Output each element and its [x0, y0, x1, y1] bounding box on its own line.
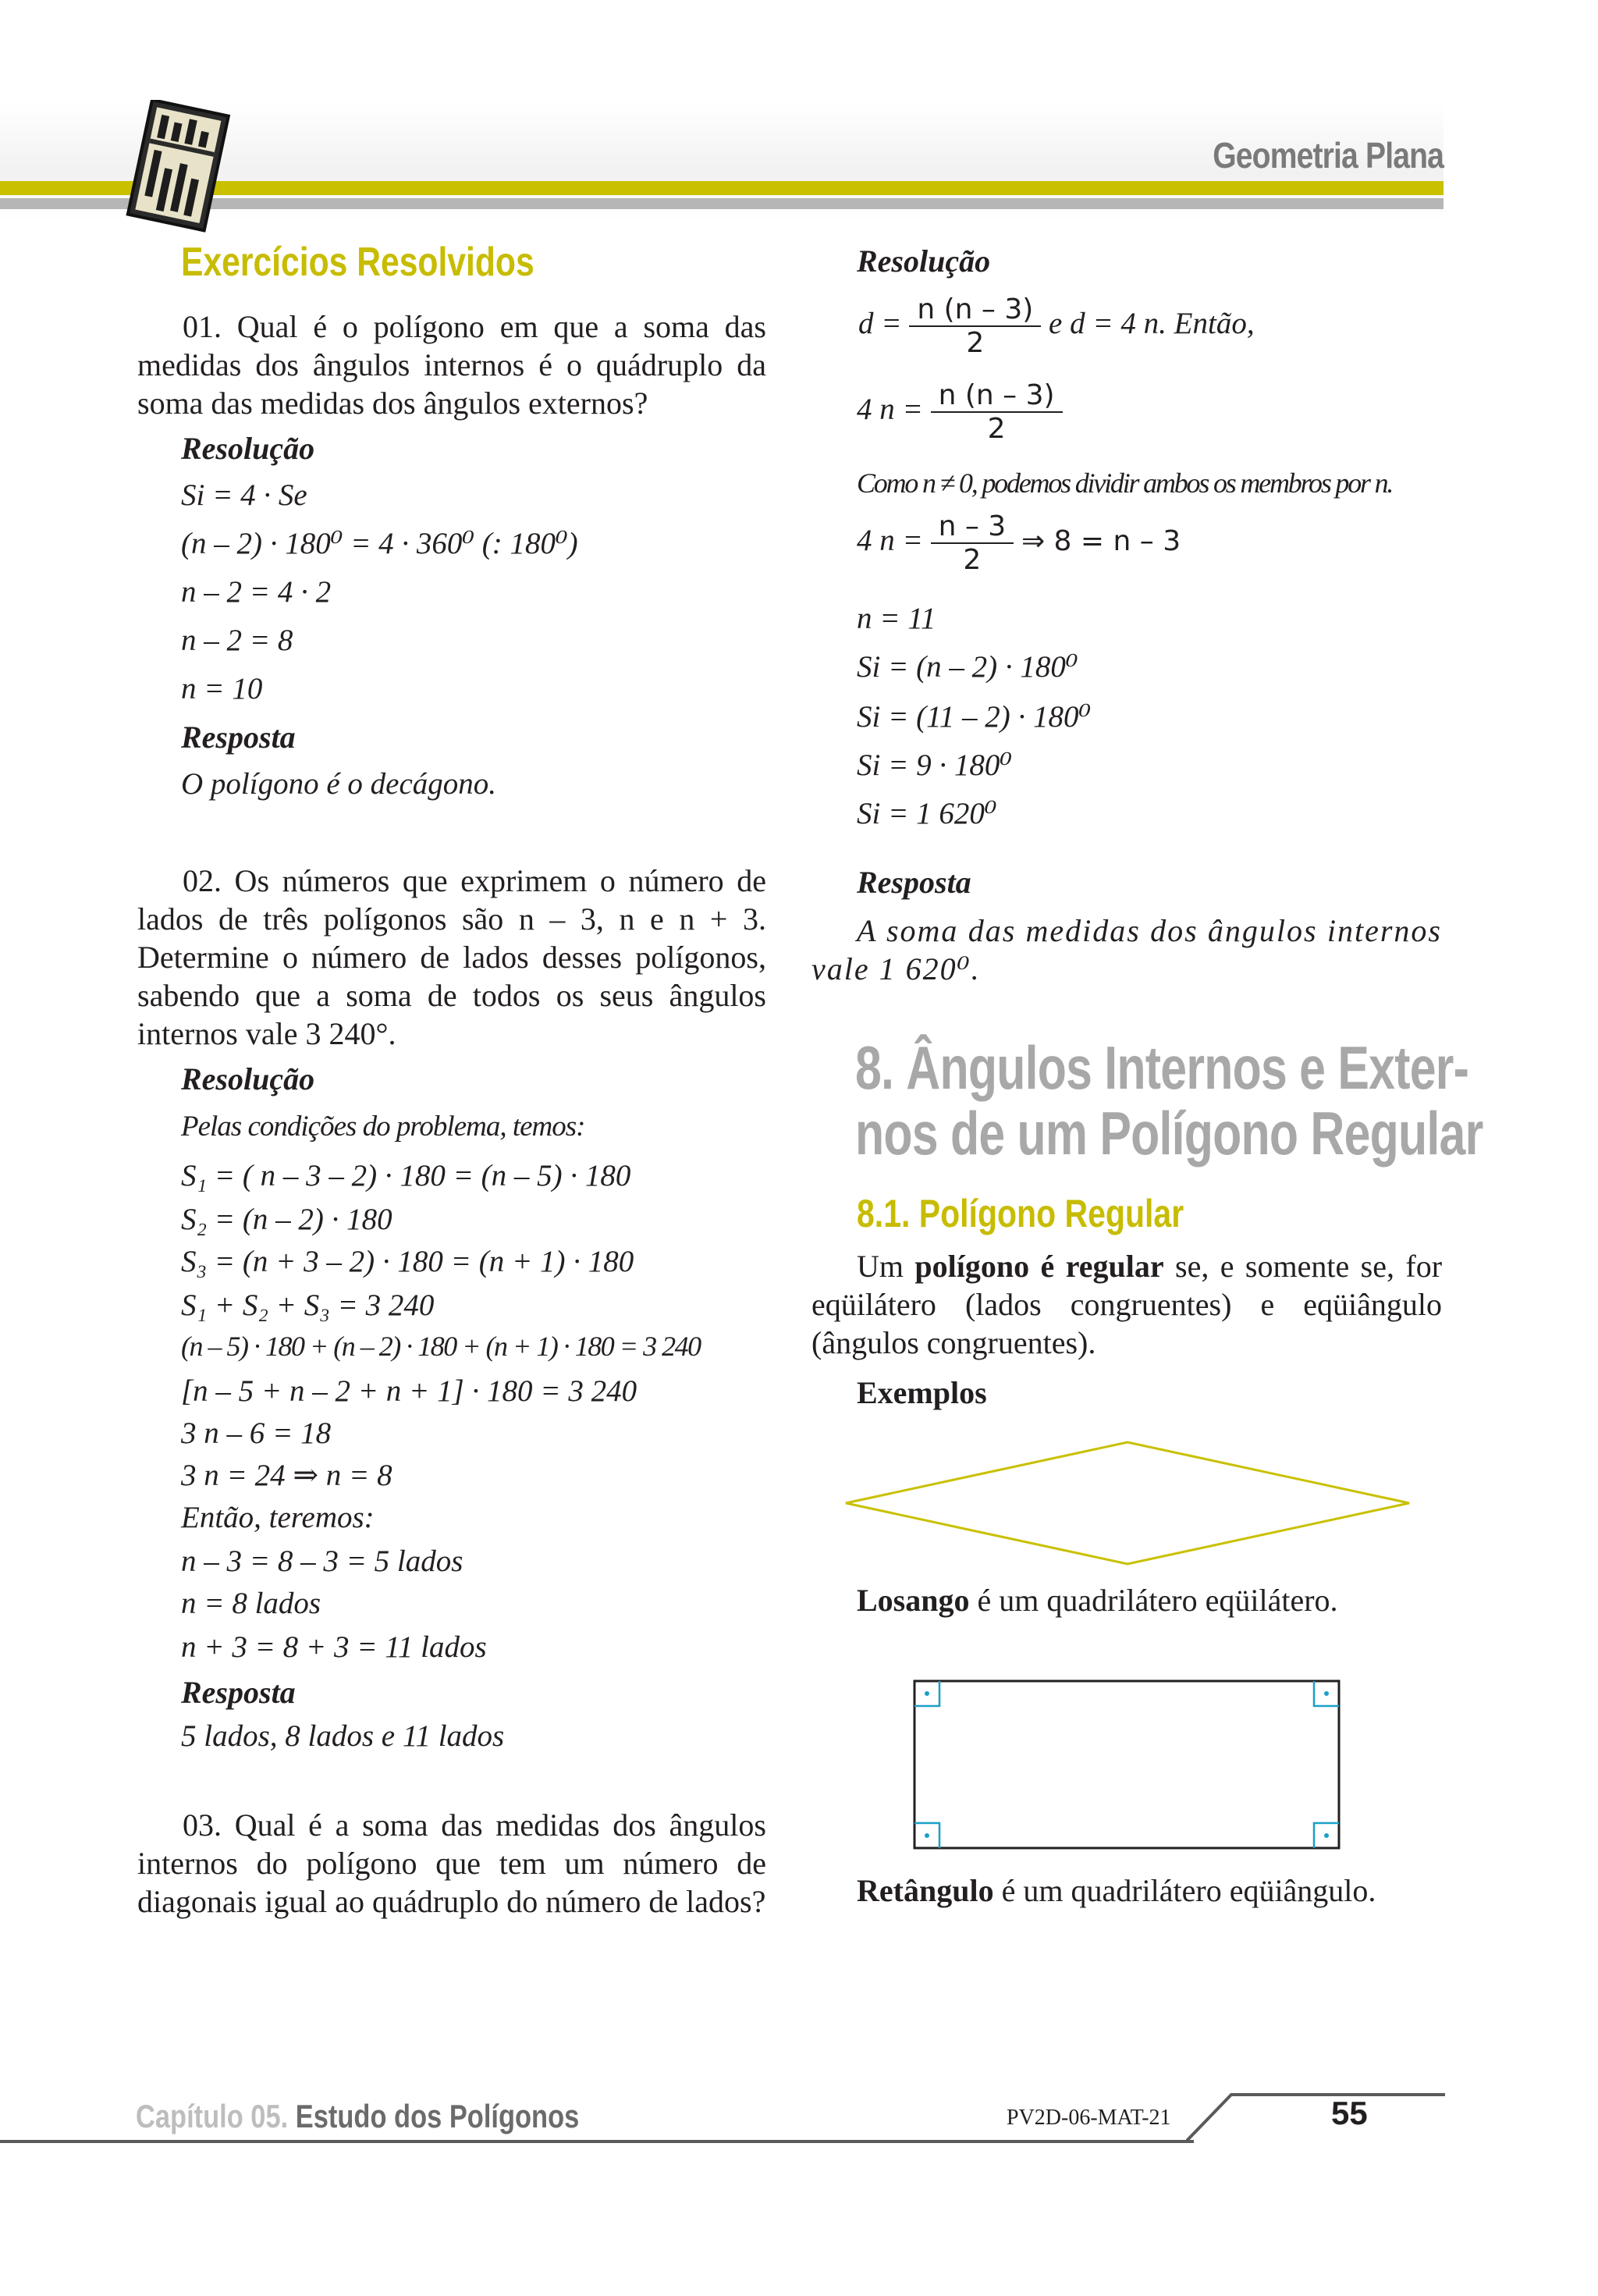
losango-text: é um quadrilátero eqüilátero. — [969, 1583, 1338, 1618]
footer-chapter — [136, 2098, 579, 2135]
abacus-icon — [117, 100, 234, 233]
definition-bold: polígono é regular — [914, 1249, 1164, 1284]
q1-resolucao-label: Resolução — [181, 431, 315, 466]
q1-step: n – 2 = 4 · 2 — [181, 575, 332, 609]
header-title: Geometria Plana — [1213, 135, 1444, 176]
q1-resposta: O polígono é o decágono. — [181, 767, 497, 801]
fraction-numerator: n – 3 — [931, 510, 1014, 544]
definition-paragraph — [811, 1247, 1442, 1362]
rhombus-figure — [843, 1439, 1412, 1567]
fraction-denominator: 2 — [966, 327, 985, 359]
q2-step: S₁ = ( n – 3 – 2) · 180 = (n – 5) · 180 — [181, 1159, 631, 1192]
retangulo-caption — [857, 1871, 1376, 1910]
q2-step: S₂ = (n – 2) · 180 — [181, 1203, 392, 1236]
page-number: 55 — [1331, 2095, 1368, 2131]
fraction — [909, 293, 1041, 359]
section-8-title-line2: nos de um Polígono Regular — [855, 1099, 1483, 1168]
q1-step: n = 10 — [181, 672, 263, 706]
section-8-title-line1: 8. Ângulos Internos e Exter- — [855, 1033, 1469, 1102]
section-title-exercicios: Exercícios Resolvidos — [181, 240, 534, 285]
eq-lhs: d = — [858, 306, 902, 340]
q1-resposta-label: Resposta — [181, 720, 296, 755]
rectangle-figure — [911, 1678, 1342, 1851]
right-resposta: A soma das medidas dos ângulos internos vale 1 620⁰. — [811, 913, 1442, 986]
subsection-8-1-title: 8.1. Polígono Regular — [857, 1192, 1184, 1235]
fraction-denominator: 2 — [987, 413, 1006, 445]
q2-intro: Pelas condições do problema, temos: — [181, 1111, 585, 1143]
exemplos-label: Exemplos — [857, 1375, 987, 1410]
retangulo-term: Retângulo — [857, 1873, 994, 1908]
right-resposta-label: Resposta — [857, 865, 971, 900]
fraction — [931, 510, 1014, 576]
q1-statement: 01. Qual é o polígono em que a soma das medidas dos ângulos internos é o quádruplo da soma das medidas dos ângulos externos? — [137, 309, 766, 421]
note-divide: Como n ≠ 0, podemos dividir ambos os membros por n. — [857, 467, 1393, 499]
definition-pre: Um — [857, 1249, 915, 1284]
losango-caption — [857, 1581, 1338, 1619]
q2-step: n – 3 = 8 – 3 = 5 lados — [181, 1544, 463, 1578]
q2-step: S₃ = (n + 3 – 2) · 180 = (n + 1) · 180 — [181, 1245, 634, 1278]
eq-lhs: 4 n = — [857, 523, 923, 557]
right-step: Si = 9 · 180⁰ — [857, 748, 1013, 782]
footer-chapter-title: Estudo dos Polígonos — [295, 2098, 580, 2134]
q2-step: n + 3 = 8 + 3 = 11 lados — [181, 1630, 487, 1664]
definition-post: se, e somente se, for eqüilátero (lados congruentes) e eqüiângulo (ângulos congruentes). — [811, 1249, 1443, 1360]
fraction-numerator: n (n – 3) — [909, 293, 1041, 327]
footer-tab-line — [1186, 2092, 1448, 2146]
q1-step: Si = 4 · Se — [181, 478, 307, 512]
eq-lhs: 4 n = — [857, 392, 923, 426]
retangulo-text: é um quadrilátero eqüiângulo. — [993, 1873, 1376, 1908]
fraction-denominator: 2 — [963, 544, 982, 576]
q2-resposta-label: Resposta — [181, 1675, 296, 1710]
right-step: Si = (n – 2) · 180⁰ — [857, 650, 1078, 684]
right-resolucao-label: Resolução — [857, 243, 991, 279]
q1-step: (n – 2) · 180⁰ = 4 · 360⁰ (: 180⁰) — [181, 527, 578, 560]
eq-diagonals — [858, 293, 1255, 359]
right-step: Si = 1 620⁰ — [857, 797, 997, 830]
q2-resolucao-label: Resolução — [181, 1061, 315, 1096]
q2-step: 3 n = 24 ⇒ n = 8 — [181, 1459, 392, 1492]
eq-tail: ⇒ 8 = n – 3 — [1021, 524, 1181, 557]
footer-line — [0, 2140, 1194, 2143]
footer-chapter-prefix: Capítulo 05. — [136, 2098, 289, 2134]
q2-step: 3 n – 6 = 18 — [181, 1416, 332, 1450]
q2-step: S₁ + S₂ + S₃ = 3 240 — [181, 1288, 435, 1322]
q2-step: [n – 5 + n – 2 + n + 1] · 180 = 3 240 — [181, 1374, 637, 1408]
losango-term: Losango — [857, 1583, 970, 1618]
footer-code: PV2D-06-MAT-21 — [1007, 2106, 1171, 2130]
right-step: Si = (11 – 2) · 180⁰ — [857, 700, 1092, 734]
q2-step: Então, teremos: — [181, 1501, 375, 1534]
right-step: n = 11 — [857, 602, 936, 635]
q2-statement: 02. Os números que exprimem o número de lados de três polígonos são n – 3, n e n + 3. Determine o número de lados desses polígonos, sabendo que a soma de todos os seus ângulos internos vale 3 240°. — [137, 863, 766, 1051]
q3-statement: 03. Qual é a soma das medidas dos ângulos internos do polígono que tem um número de diagonais igual ao quádruplo do número de lados? — [137, 1807, 766, 1919]
eq-tail: e d = 4 n. Então, — [1049, 306, 1255, 340]
eq-4n-simplified — [857, 510, 1181, 576]
fraction-numerator: n (n – 3) — [931, 379, 1063, 413]
q2-resposta: 5 lados, 8 lados e 11 lados — [181, 1719, 505, 1753]
q2-step: n = 8 lados — [181, 1587, 321, 1620]
fraction — [931, 379, 1063, 445]
eq-4n — [857, 379, 1063, 445]
q2-step: (n – 5) · 180 + (n – 2) · 180 + (n + 1) · 180 = 3 240 — [181, 1331, 701, 1362]
q1-step: n – 2 = 8 — [181, 624, 293, 657]
